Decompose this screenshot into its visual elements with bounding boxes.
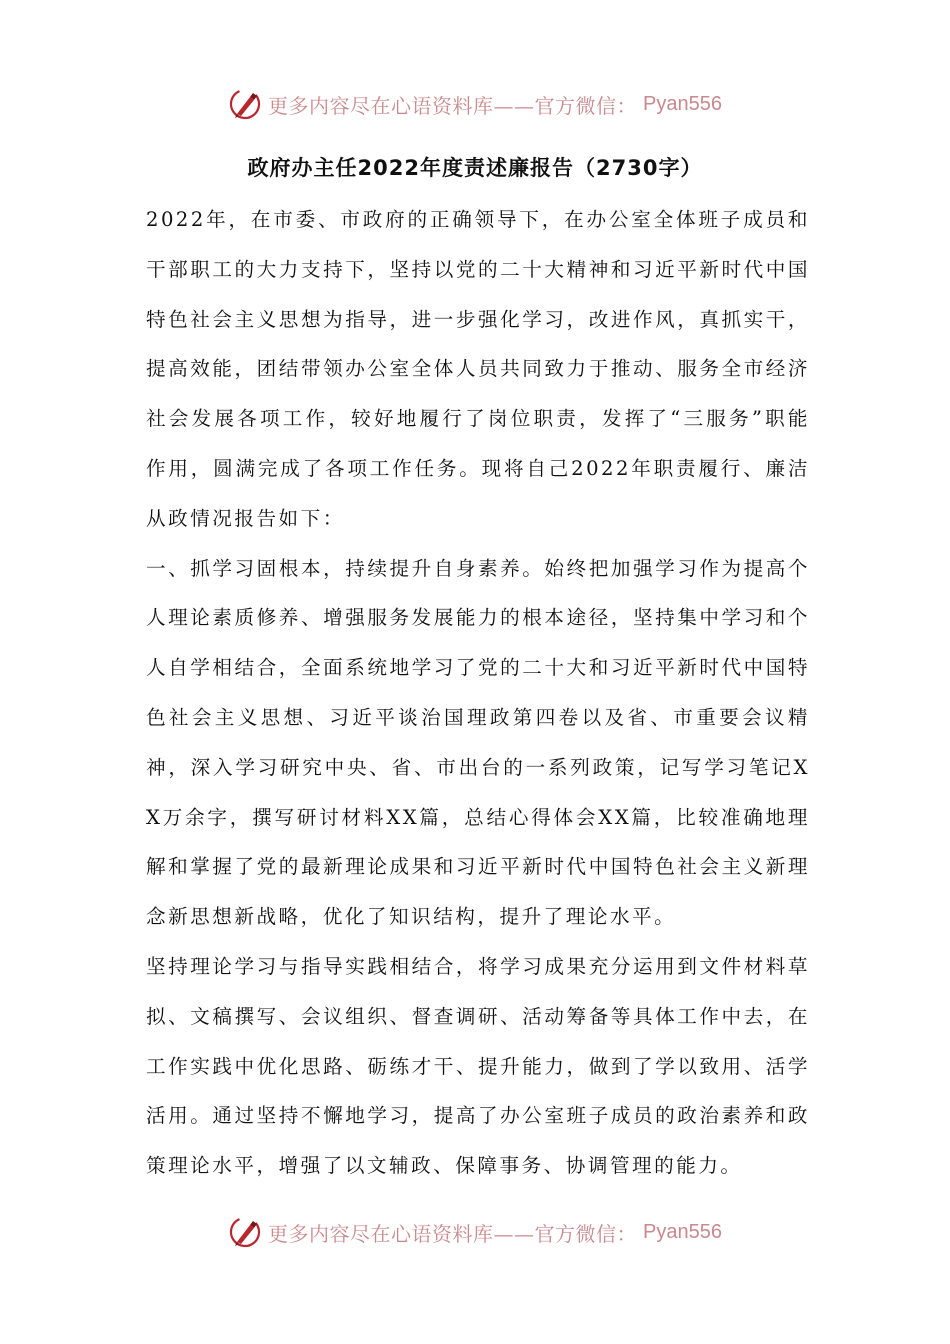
watermark-text: 更多内容尽在心语资料库——官方微信： [268,1221,638,1246]
paragraph-section-one: 一、抓学习固根本，持续提升自身素养。始终把加强学习作为提高个人理论素质修养、增强服务发展能力的根本途径，坚持集中学习和个人自学相结合，全面系统地学习了党的二十大和习近平新时代中国特色社会主义思想、习近平谈治国理政第四卷以及省、市重要会议精神，深入学习研究中央、省、市出台的一系列政策，记写学习笔记XX万余字，撰写研讨材料XX篇，总结心得体会XX篇，比较准确地理解和掌握了党的最新理论成果和习近平新时代中国特色社会主义新理念新思想新战略，优化了知识结构，提升了理论水平。 [146,556,810,929]
watermark-text: 更多内容尽在心语资料库——官方微信： [268,93,638,118]
pen-logo-icon [228,87,262,121]
watermark-header [0,84,950,124]
document-title: 政府办主任2022年度责述廉报告（2730字） [247,156,703,180]
watermark-wechat-id: Pyan556 [643,1220,722,1243]
paragraph-practice: 坚持理论学习与指导实践相结合，将学习成果充分运用到文件材料草拟、文稿撰写、会议组织、督查调研、活动筹备等具体工作中去，在工作实践中优化思路、砺练才干、提升能力，做到了学以致用、活学活用。通过坚持不懈地学习，提高了办公室班子成员的政治素养和政策理论水平，增强了以文辅政、保障事务、协调管理的能力。 [146,954,810,1178]
document-body [146,195,810,1191]
watermark-footer [0,1212,950,1252]
paragraph-intro: 2022年，在市委、市政府的正确领导下，在办公室全体班子成员和干部职工的大力支持下，坚持以党的二十大精神和习近平新时代中国特色社会主义思想为指导，进一步强化学习，改进作风，真抓实干，提高效能，团结带领办公室全体人员共同致力于推动、服务全市经济社会发展各项工作，较好地履行了岗位职责，发挥了“三服务”职能作用，圆满完成了各项工作任务。现将自己2022年职责履行、廉洁从政情况报告如下： [146,208,810,530]
watermark-wechat-id: Pyan556 [643,92,722,115]
pen-logo-icon [228,1215,262,1249]
